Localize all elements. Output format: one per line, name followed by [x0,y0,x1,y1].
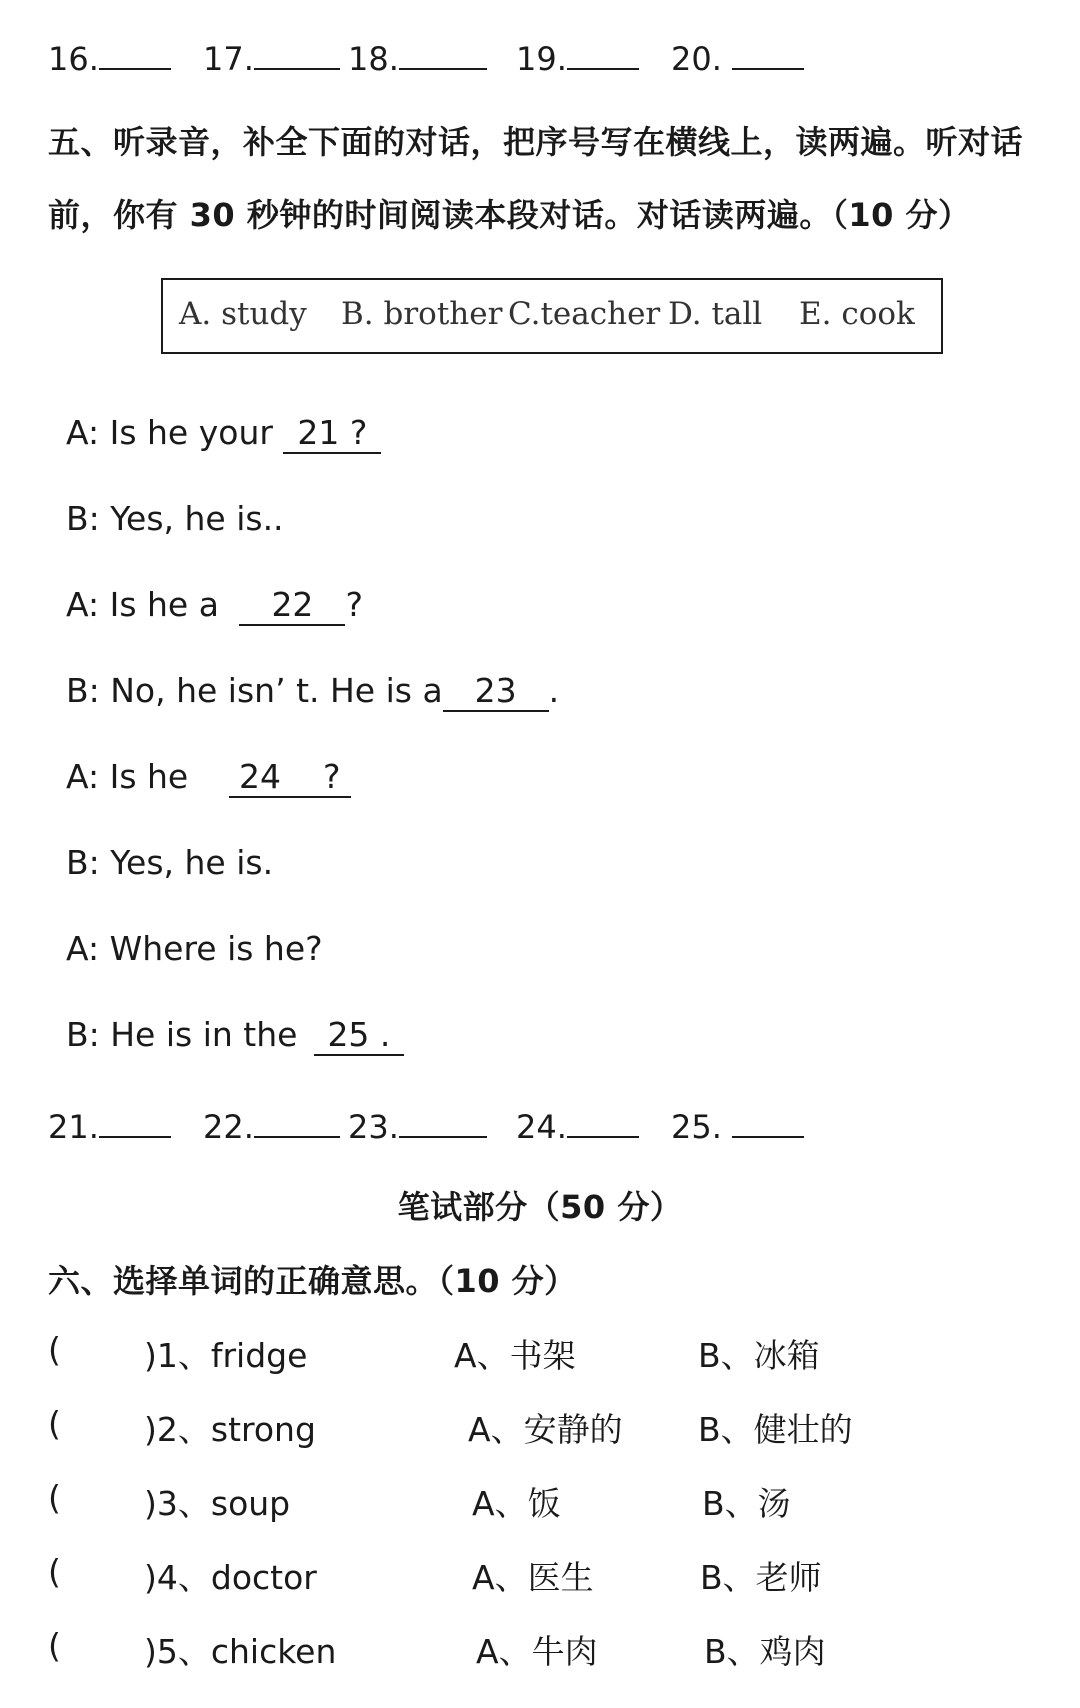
choice-b: B、汤 [702,1484,791,1523]
vocab-question-2 [48,1404,1048,1448]
dialogue-line-1 [66,413,381,454]
answer-number: 24. [516,1108,567,1146]
answer-line [399,42,487,70]
answer-blank-17[interactable] [203,40,340,78]
answer-number: 25. [671,1108,722,1146]
dialogue-blank-23[interactable]: 23 [443,671,549,712]
choice-a: A、饭 [472,1484,561,1523]
choice-a: A、医生 [472,1558,594,1597]
choice-a: A、安静的 [468,1410,623,1449]
answer-number: 16. [48,40,99,78]
choice-a: A、牛肉 [476,1632,598,1671]
answer-line [732,42,804,70]
dialogue-blank-24[interactable]: 24 ? [229,757,351,798]
written-part-title: 笔试部分（50 分） [397,1188,683,1226]
vocab-question-3 [48,1478,1048,1522]
choice-b: B、老师 [700,1558,822,1597]
answer-paren[interactable]: ( [48,1626,61,1665]
answer-line [567,42,639,70]
answer-blank-18[interactable] [348,40,487,78]
option-b: B. brother [341,296,503,332]
vocab-question-5 [48,1626,1048,1670]
answer-blank-16[interactable] [48,40,171,78]
answer-number: 19. [516,40,567,78]
vocab-question-4 [48,1552,1048,1596]
answer-number: 20. [671,40,722,78]
dialogue-text: A: Is he a [66,585,230,624]
option-e: E. cook [799,296,915,332]
dialogue-text: A: Where is he? [66,929,323,968]
word-options-box [161,278,943,354]
answer-blank-23[interactable] [348,1108,487,1146]
dialogue-text: A: Is he your [66,413,284,452]
option-c: C.teacher [508,296,661,332]
answer-line [254,1110,340,1138]
answer-paren[interactable]: ( [48,1478,61,1517]
answer-number: 22. [203,1108,254,1146]
dialogue-text: ? [345,585,363,624]
question-word: )1、fridge [144,1336,308,1375]
question-word: )2、strong [144,1410,316,1449]
section5-heading-line1: 五、听录音，补全下面的对话，把序号写在横线上，读两遍。听对话 [48,123,1024,161]
dialogue-blank-25[interactable]: 25 . [314,1015,404,1056]
dialogue-blank-21[interactable]: 21 ? [283,413,381,454]
answer-paren[interactable]: ( [48,1404,61,1443]
answer-number: 18. [348,40,399,78]
answer-line [99,42,171,70]
choice-b: B、健壮的 [698,1410,853,1449]
dialogue-blank-22[interactable]: 22 [239,585,345,626]
answer-paren[interactable]: ( [48,1552,61,1591]
section6-heading: 六、选择单词的正确意思。（10 分） [48,1262,577,1300]
answer-blank-21[interactable] [48,1108,171,1146]
choice-b: B、鸡肉 [704,1632,826,1671]
option-a: A. study [179,296,307,332]
vocab-question-1 [48,1330,1048,1374]
dialogue-text: B: Yes, he is.. [66,499,284,538]
question-word: )4、doctor [144,1558,317,1597]
answer-blank-24[interactable] [516,1108,639,1146]
dialogue-line-4 [66,671,559,712]
dialogue-line-7 [66,929,323,968]
dialogue-text: B: Yes, he is. [66,843,274,882]
answer-blank-19[interactable] [516,40,639,78]
answer-blank-22[interactable] [203,1108,340,1146]
dialogue-text: A: Is he [66,757,199,796]
dialogue-line-8 [66,1015,404,1056]
answer-number: 17. [203,40,254,78]
dialogue-line-6 [66,843,273,882]
dialogue-text: B: He is in the [66,1015,308,1054]
dialogue-text: . [548,671,560,710]
answer-line [567,1110,639,1138]
answer-blank-20[interactable] [671,40,804,78]
question-word: )5、chicken [144,1632,337,1671]
option-d: D. tall [668,296,763,332]
dialogue-line-3 [66,585,363,626]
answer-line [399,1110,487,1138]
question-word: )3、soup [144,1484,291,1523]
answer-line [99,1110,171,1138]
answer-line [732,1110,804,1138]
answer-number: 21. [48,1108,99,1146]
answer-paren[interactable]: ( [48,1330,61,1369]
dialogue-line-2 [66,499,284,538]
section5-heading-line2: 前，你有 30 秒钟的时间阅读本段对话。对话读两遍。（10 分） [48,196,971,234]
choice-a: A、书架 [454,1336,576,1375]
answer-line [254,42,340,70]
choice-b: B、冰箱 [698,1336,820,1375]
answer-blank-25[interactable] [671,1108,804,1146]
answer-number: 23. [348,1108,399,1146]
dialogue-line-5 [66,757,351,798]
dialogue-text: B: No, he isn’ t. He is a [66,671,443,710]
